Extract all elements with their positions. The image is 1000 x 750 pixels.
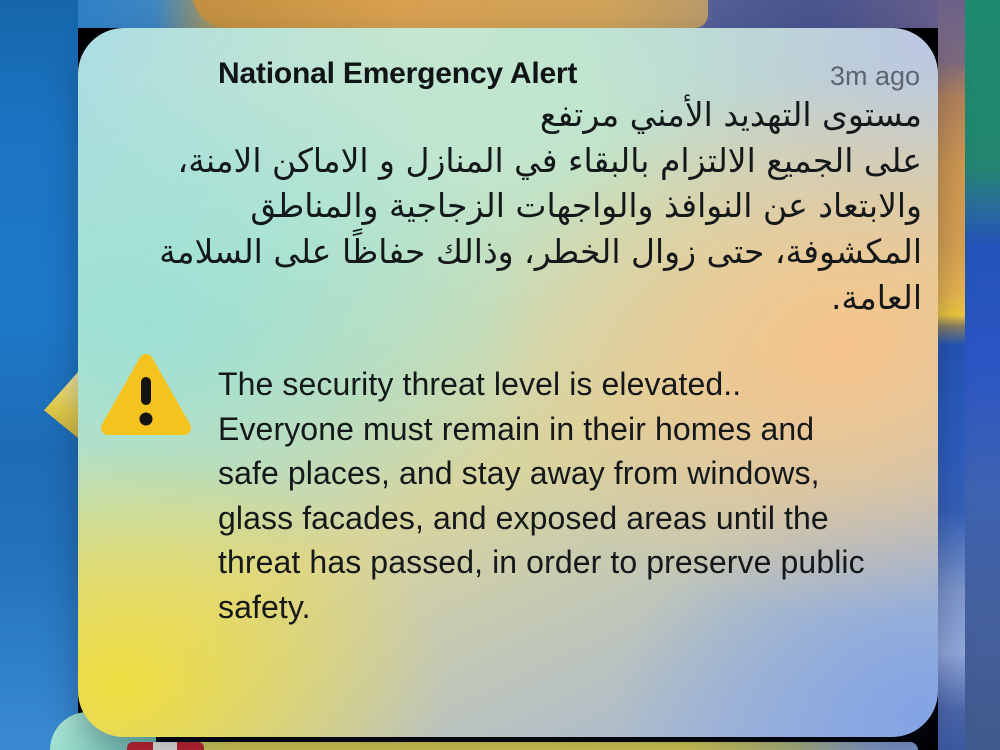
english-line: safe places, and stay away from windows, (218, 455, 820, 492)
arabic-line: العامة. (830, 277, 922, 317)
wallpaper-right-band (938, 0, 965, 750)
english-line: The security threat level is elevated.. (218, 366, 742, 402)
notification-card[interactable] (78, 28, 938, 737)
warning-triangle-icon (100, 352, 192, 440)
english-line: threat has passed, in order to preserve public (218, 544, 865, 581)
english-alert-message (218, 362, 865, 630)
notification-timestamp: 3m ago (829, 61, 920, 91)
arabic-line: المكشوفة، حتى زوال الخطر، وذالك حفاظًا على السلامة (159, 232, 922, 272)
arabic-line: والابتعاد عن النوافذ والواجهات الزجاجية والمناطق (250, 186, 922, 226)
wallpaper-left-blue-band (0, 0, 78, 750)
english-line: safety. (218, 588, 311, 625)
english-line: Everyone must remain in their homes and (218, 410, 815, 447)
arabic-line: مستوى التهديد الأمني مرتفع (539, 95, 922, 134)
red-white-striped-app-icon (127, 742, 204, 750)
english-line: glass facades, and exposed areas until the (218, 499, 829, 536)
stacked-notification-top-edge[interactable] (150, 742, 918, 750)
arabic-line: على الجميع الالتزام بالبقاء في المنازل و الاماكن الامنة، (177, 140, 922, 180)
wallpaper-far-right-band (965, 0, 1000, 750)
arabic-alert-message (159, 92, 922, 320)
wallpaper-orange-blob (192, 0, 708, 28)
notification-title: National Emergency Alert (218, 57, 578, 90)
